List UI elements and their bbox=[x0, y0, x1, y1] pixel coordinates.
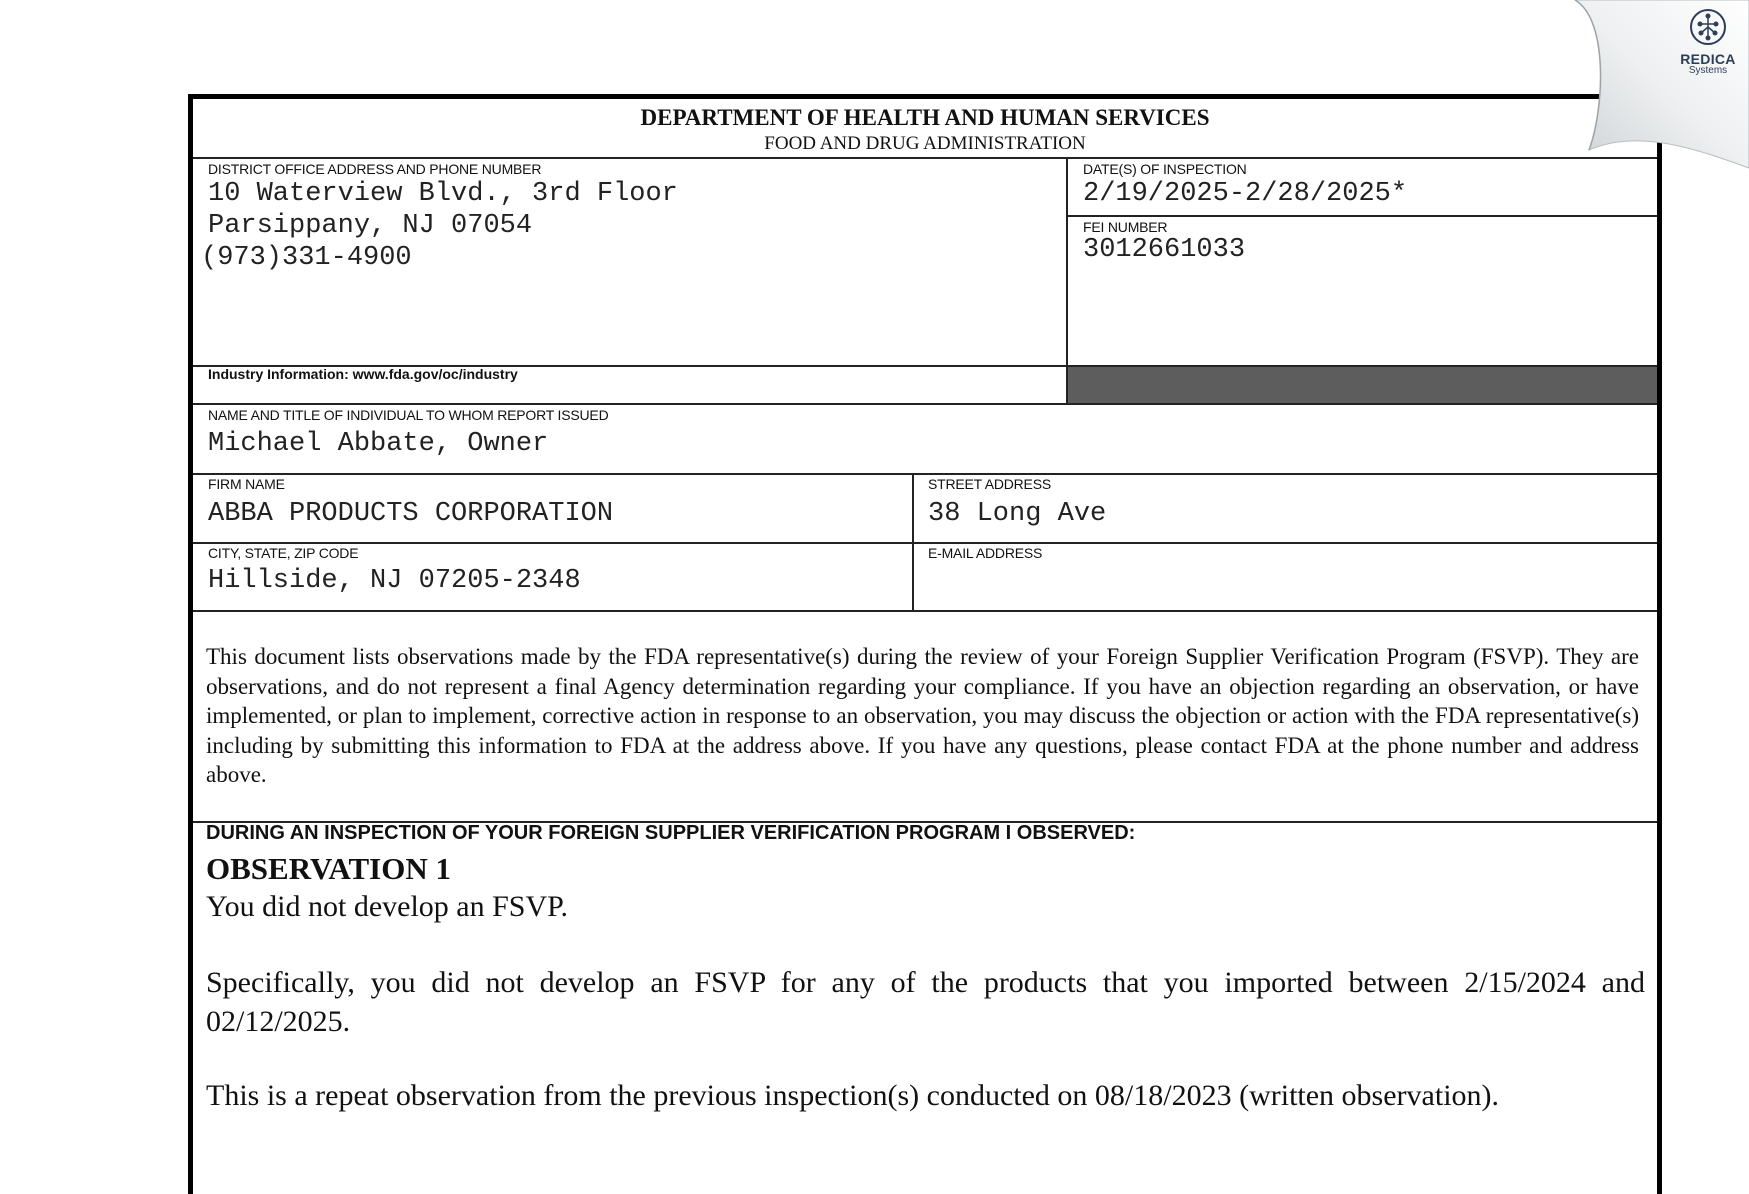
divider bbox=[193, 542, 1657, 544]
observation-repeat: This is a repeat observation from the previous inspection(s) conducted on 08/18/2023 (written observation). bbox=[206, 1079, 1500, 1112]
street-address-caption: STREET ADDRESS bbox=[928, 476, 1051, 492]
redica-sub: Systems bbox=[1688, 65, 1728, 76]
firm-name-value: ABBA PRODUCTS CORPORATION bbox=[208, 499, 614, 529]
email-caption: E-MAIL ADDRESS bbox=[928, 545, 1043, 561]
department-title: DEPARTMENT OF HEALTH AND HUMAN SERVICES bbox=[640, 105, 1210, 130]
street-address-value: 38 Long Ave bbox=[928, 499, 1107, 529]
fei-value: 3012661033 bbox=[1083, 235, 1246, 265]
divider bbox=[193, 473, 1657, 475]
redica-brand: REDICA bbox=[1680, 51, 1736, 67]
observations-heading: DURING AN INSPECTION OF YOUR FOREIGN SUPPLIER VERIFICATION PROGRAM I OBSERVED: bbox=[206, 822, 1136, 844]
district-address-line2: Parsippany, NJ 07054 bbox=[208, 211, 533, 241]
inspection-dates-caption: DATE(S) OF INSPECTION bbox=[1083, 161, 1247, 177]
redica-network-icon bbox=[1689, 8, 1727, 46]
district-phone: (973)331-4900 bbox=[201, 243, 412, 273]
agency-subtitle: FOOD AND DRUG ADMINISTRATION bbox=[764, 133, 1086, 154]
fei-caption: FEI NUMBER bbox=[1083, 219, 1168, 235]
industry-info: Industry Information: www.fda.gov/oc/industry bbox=[208, 366, 518, 382]
redica-logo bbox=[1673, 8, 1743, 76]
city-value: Hillside, NJ 07205-2348 bbox=[208, 566, 581, 596]
fda-483-form bbox=[188, 94, 1662, 1194]
divider bbox=[912, 473, 914, 612]
recipient-value: Michael Abbate, Owner bbox=[208, 429, 549, 459]
firm-name-caption: FIRM NAME bbox=[208, 476, 285, 492]
divider bbox=[193, 403, 1657, 405]
divider bbox=[193, 610, 1657, 612]
fsvp-notice: This document lists observations made by the FDA representative(s) during the review of your Foreign Supplier Verification Program (FSVP). They are observations, and do not represent a final Agency determination regarding your compliance. If you have an objection regarding an observation, or have implemented, or plan to implement, corrective action in response to an observation, you may discuss the objection or action with the FDA representative(s) including by submitting this information to FDA at the address above. If you have any questions, please contact FDA at the phone number and address above. bbox=[206, 644, 1639, 787]
observation-summary: You did not develop an FSVP. bbox=[206, 890, 569, 923]
district-caption: DISTRICT OFFICE ADDRESS AND PHONE NUMBER bbox=[208, 161, 542, 177]
city-caption: CITY, STATE, ZIP CODE bbox=[208, 545, 359, 561]
observation-detail: Specifically, you did not develop an FSVP for any of the products that you imported between 2/15/2024 and 02/12/2025. bbox=[206, 966, 1645, 1038]
recipient-caption: NAME AND TITLE OF INDIVIDUAL TO WHOM REPORT ISSUED bbox=[208, 407, 609, 423]
divider bbox=[193, 157, 1657, 159]
observation-title: OBSERVATION 1 bbox=[206, 851, 451, 886]
shaded-box bbox=[1068, 367, 1657, 403]
district-address-line1: 10 Waterview Blvd., 3rd Floor bbox=[208, 179, 678, 209]
divider bbox=[1066, 215, 1657, 217]
inspection-dates-value: 2/19/2025-2/28/2025* bbox=[1083, 179, 1408, 209]
